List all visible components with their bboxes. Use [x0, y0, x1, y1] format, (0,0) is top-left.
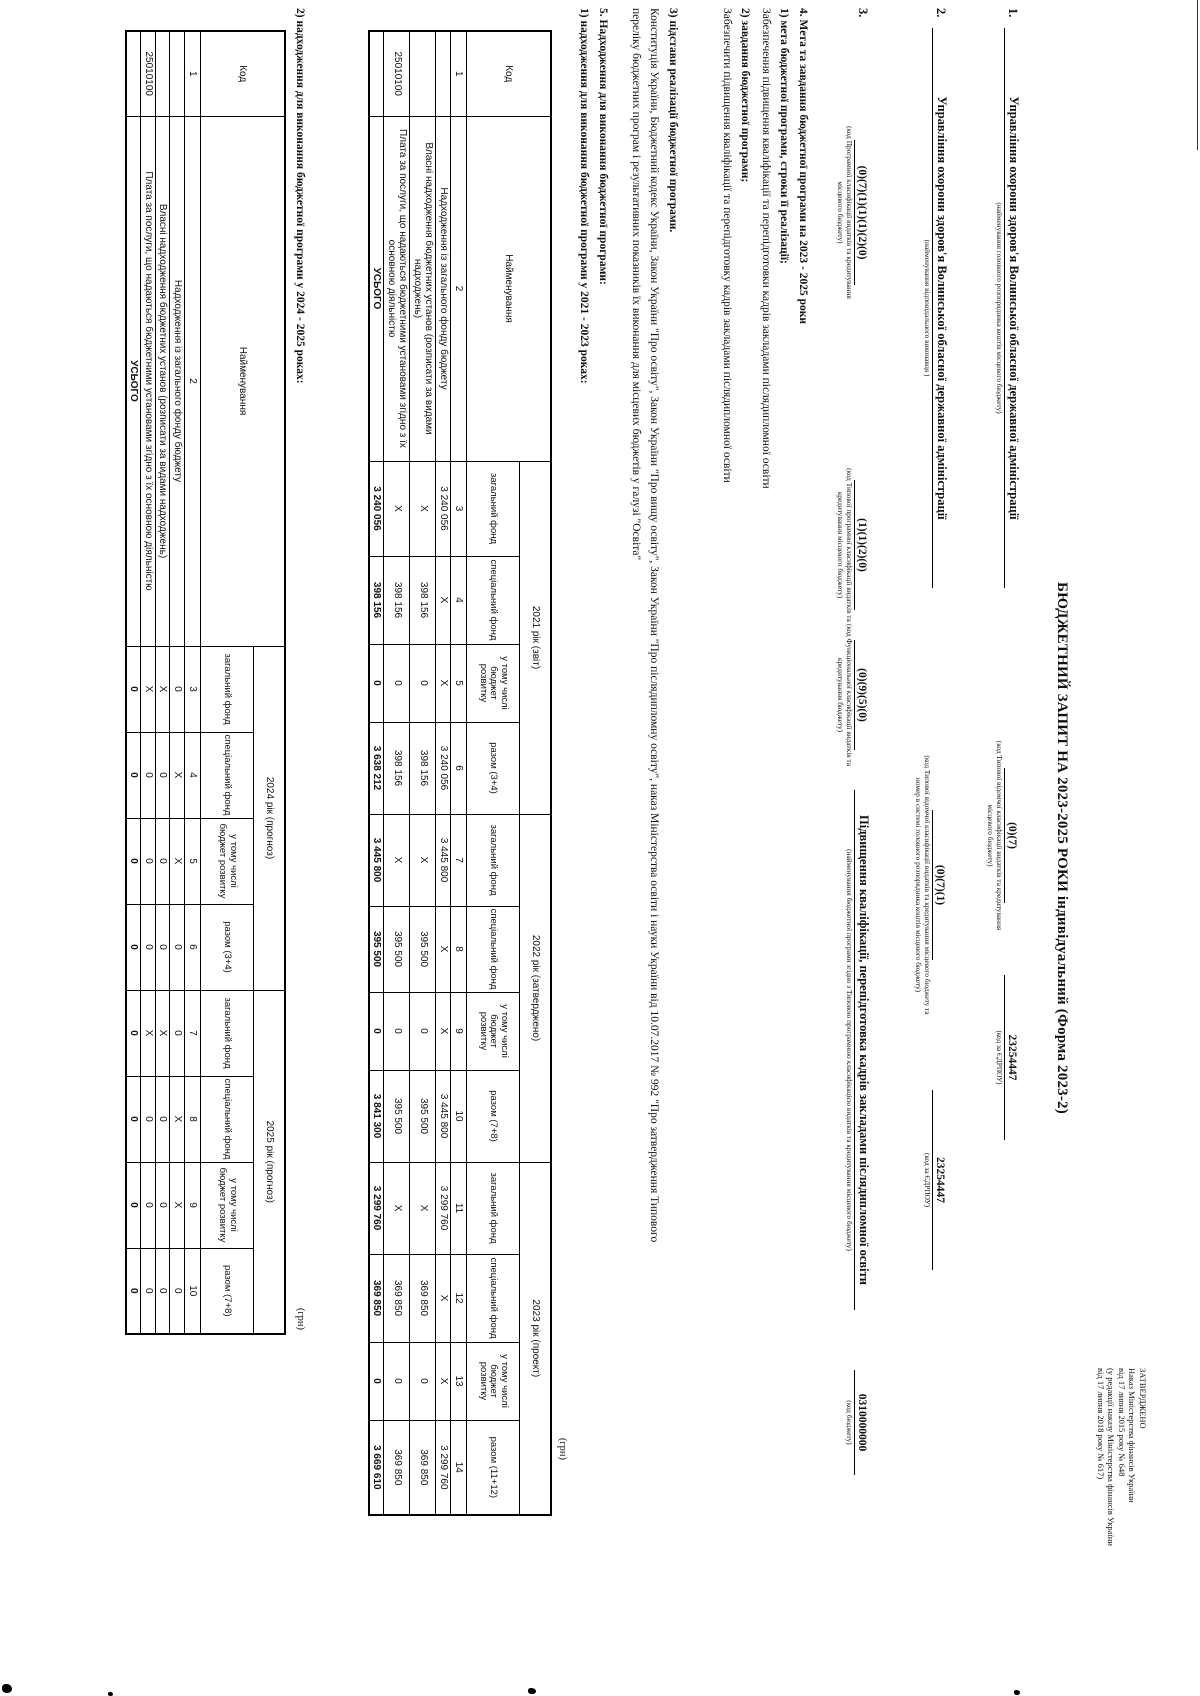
- value-cell: 398 156: [384, 722, 410, 814]
- value-cell: X: [384, 814, 410, 906]
- revenues-table-2021-2023: [368, 30, 552, 1516]
- line3-code3-caption: (код Функціональної класифікації видатків та кредитування бюджету): [836, 623, 854, 767]
- value-cell: 0: [156, 1076, 171, 1162]
- line1-edrpou-caption: (код за ЄДРПОУ): [995, 1030, 1004, 1085]
- line3-code3-cell: [836, 623, 868, 767]
- column-number: 1: [185, 31, 201, 116]
- value-cell: 369 850: [410, 1254, 436, 1342]
- value-cell: X: [141, 646, 156, 732]
- column-header: Код: [467, 31, 552, 116]
- value-cell: 0: [141, 732, 156, 818]
- value-cell: 395 500: [369, 906, 384, 992]
- line1-name-caption: (найменування головного розпорядника коштів місцевого бюджету): [995, 202, 1004, 414]
- line2-edrpou: 23254447: [932, 1090, 946, 1270]
- code-cell: 25010100: [141, 31, 156, 116]
- column-header: Найменування: [467, 116, 552, 461]
- line2-code-cell: [914, 755, 946, 1015]
- fund-column-header: разом (7+8): [201, 1248, 254, 1334]
- fund-column-header: загальний фонд: [467, 1162, 520, 1254]
- column-number: 2: [451, 116, 467, 461]
- code-cell: [436, 31, 451, 116]
- value-cell: 369 850: [384, 1254, 410, 1342]
- value-cell: 398 156: [369, 556, 384, 644]
- column-number: 5: [451, 644, 467, 722]
- code-cell: [410, 31, 436, 116]
- table-row: [410, 31, 436, 1515]
- value-cell: 395 500: [410, 1070, 436, 1162]
- value-cell: X: [384, 461, 410, 556]
- value-cell: X: [410, 461, 436, 556]
- table1-currency-label: (грн): [557, 1437, 568, 1460]
- table2-container: [125, 30, 286, 1335]
- column-header: Найменування: [201, 116, 286, 646]
- line1-edrpou-cell: [995, 975, 1018, 1140]
- line2-number: 2.: [934, 8, 948, 18]
- fund-column-header: загальний фонд: [467, 461, 520, 556]
- form-line-3: [836, 0, 900, 1696]
- section4-text3a: Конституція України, Бюджетний кодекс України, Закон України "Про освіту", Закон України "Про вищу освіту", Закон України "Про післядипломну освіту", наказ Міністерства освіти і науки України від 10.07.2017 № 992 "Про затвердження Типового: [648, 8, 660, 1243]
- value-cell: 0: [126, 990, 141, 1076]
- value-cell: X: [436, 1254, 451, 1342]
- approval-line: (у редакції наказу Міністерства фінансів України: [1106, 1368, 1117, 1546]
- column-number: 6: [451, 722, 467, 814]
- fund-column-header: спеціальний фонд: [201, 732, 254, 818]
- line2-edrpou-caption: (код за ЄДРПОУ): [923, 1152, 932, 1208]
- value-cell: 0: [156, 818, 171, 904]
- section4-sub3: 3) підстави реалізації бюджетної програми.: [667, 8, 679, 233]
- scan-speck: [1014, 1690, 1020, 1695]
- code-cell: [126, 31, 141, 116]
- value-cell: 0: [141, 1076, 156, 1162]
- fund-column-header: загальний фонд: [201, 646, 254, 732]
- line3-code1-caption: (код Програмної класифікації видатків та кредитування місцевого бюджету): [836, 126, 854, 299]
- value-cell: 0: [141, 904, 156, 990]
- value-cell: 0: [170, 990, 185, 1076]
- column-number: 6: [185, 904, 201, 990]
- document-title: БЮДЖЕТНИЙ ЗАПИТ НА 2023-2025 РОКИ індивідуальний (Форма 2023-2): [1054, 582, 1070, 1114]
- approval-line: Наказ Міністерства фінансів України: [1127, 1368, 1138, 1503]
- value-cell: X: [156, 990, 171, 1076]
- value-cell: 369 850: [369, 1254, 384, 1342]
- value-cell: 0: [170, 1248, 185, 1334]
- name-cell: Власні надходження бюджетних установ (розписати за видами надходжень): [410, 116, 436, 461]
- line3-program-name: Підвищення кваліфікації, перепідготовка кадрів закладами післядипломної освіти: [854, 790, 871, 1310]
- line2-name: Управління охорони здоров'я Волинської обласної державної адміністрації: [932, 28, 949, 588]
- fund-column-header: разом (7+8): [467, 1070, 520, 1162]
- value-cell: 3 240 056: [436, 722, 451, 814]
- line3-code1-cell: [836, 126, 868, 299]
- value-cell: 3 841 300: [369, 1070, 384, 1162]
- year-group-header: 2025 рік (прогноз): [254, 990, 286, 1334]
- line1-code: (0)(7): [1004, 768, 1018, 903]
- section4-sub1: 1) мета бюджетної програми, строки її реалізації;: [778, 8, 790, 264]
- value-cell: 395 500: [410, 906, 436, 992]
- value-cell: 369 850: [384, 1420, 410, 1515]
- code-cell: [369, 31, 384, 116]
- scan-edge-line: [1197, 0, 1198, 150]
- section5-sub1: 1) надходження для виконання бюджетної програми у 2021 - 2023 роках:: [578, 8, 590, 384]
- scan-speck: [2, 1684, 12, 1693]
- year-group-header: 2021 рік (звіт): [520, 461, 552, 814]
- year-group-header: 2024 рік (прогноз): [254, 646, 286, 990]
- code-cell: [170, 31, 185, 116]
- column-number: 9: [185, 1162, 201, 1248]
- table-row: [384, 31, 410, 1515]
- value-cell: X: [436, 556, 451, 644]
- section5-sub2: 2) надходження для виконання бюджетної програми у 2024 - 2025 роках:: [294, 8, 306, 384]
- column-number: 1: [451, 31, 467, 116]
- line1-edrpou: 23254447: [1004, 975, 1018, 1140]
- column-number: 4: [451, 556, 467, 644]
- table-row: [141, 31, 156, 1334]
- approval-block: [1095, 1368, 1148, 1583]
- fund-column-header: спеціальний фонд: [467, 556, 520, 644]
- line1-name-cell: [995, 28, 1021, 588]
- code-cell: 25010100: [384, 31, 410, 116]
- value-cell: 3 445 800: [436, 1070, 451, 1162]
- value-cell: 0: [141, 1248, 156, 1334]
- value-cell: X: [170, 732, 185, 818]
- value-cell: 3 240 056: [436, 461, 451, 556]
- value-cell: 398 156: [384, 556, 410, 644]
- line3-code1: (0)(7)(1)(1)(1)(2)(0): [854, 140, 868, 285]
- value-cell: 0: [410, 1342, 436, 1420]
- name-cell: Плата за послуги, що надаються бюджетними установами згідно з їх основною діяльністю: [141, 116, 156, 646]
- line1-code-caption: (код Типової відомчої класифікації видатків та кредитування місцевого бюджету): [986, 740, 1004, 931]
- section4-text1: Забезпечення підвищення кваліфікації та перепідготовки кадрів закладами післядипломної освіти: [760, 8, 772, 489]
- value-cell: 0: [410, 992, 436, 1070]
- value-cell: X: [436, 992, 451, 1070]
- value-cell: 0: [384, 644, 410, 722]
- table1-container: [368, 30, 552, 1516]
- name-cell: Плата за послуги, що надаються бюджетними установами згідно з їх основною діяльністю: [384, 116, 410, 461]
- line3-code2-cell: [836, 468, 868, 622]
- value-cell: 3 638 212: [369, 722, 384, 814]
- column-number: 9: [451, 992, 467, 1070]
- column-number: 14: [451, 1420, 467, 1515]
- value-cell: 0: [126, 818, 141, 904]
- fund-column-header: спеціальний фонд: [201, 1076, 254, 1162]
- value-cell: 0: [410, 644, 436, 722]
- scan-speck: [108, 1692, 113, 1696]
- fund-column-header: у тому числі бюджет розвитку: [467, 992, 520, 1070]
- value-cell: 0: [126, 1076, 141, 1162]
- value-cell: 0: [126, 1162, 141, 1248]
- section4-text3b: переліку бюджетних програм і результативних показників їх виконання для місцевих бюджетів у галузі "Освіта": [630, 8, 642, 561]
- column-number: 11: [451, 1162, 467, 1254]
- value-cell: 3 445 800: [369, 814, 384, 906]
- line3-budget-code: 0310000000: [854, 1370, 868, 1475]
- name-cell: УСЬОГО: [369, 116, 384, 461]
- year-group-header: 2022 рік (затверджено): [520, 814, 552, 1162]
- line1-number: 1.: [1006, 8, 1020, 18]
- approval-line: ЗАТВЕРДЖЕНО: [1138, 1368, 1148, 1429]
- line3-budget-code-cell: [845, 1370, 868, 1475]
- column-number: 3: [185, 646, 201, 732]
- table2-currency-label: (грн): [295, 1307, 306, 1330]
- line3-budget-code-caption: (код бюджету): [845, 1400, 854, 1445]
- value-cell: X: [436, 644, 451, 722]
- fund-column-header: у тому числі бюджет розвитку: [201, 818, 254, 904]
- value-cell: X: [170, 1076, 185, 1162]
- name-cell: Надходження із загального фонду бюджету: [436, 116, 451, 461]
- value-cell: 3 240 056: [369, 461, 384, 556]
- line3-program-cell: [845, 790, 871, 1310]
- column-number: 8: [185, 1076, 201, 1162]
- value-cell: 3 299 760: [369, 1162, 384, 1254]
- name-cell: Надходження із загального фонду бюджету: [170, 116, 185, 646]
- table-row: [156, 31, 171, 1334]
- value-cell: 0: [126, 646, 141, 732]
- approval-line: від 17 липня 2018 року № 617): [1095, 1368, 1106, 1480]
- section4-sub2: 2) завдання бюджетної програми;: [739, 8, 751, 183]
- fund-column-header: загальний фонд: [467, 814, 520, 906]
- value-cell: 0: [126, 732, 141, 818]
- fund-column-header: спеціальний фонд: [467, 906, 520, 992]
- value-cell: X: [436, 1342, 451, 1420]
- fund-column-header: разом (11+12): [467, 1420, 520, 1515]
- section5-heading: 5. Надходження для виконання бюджетної програми:: [597, 8, 609, 285]
- column-number: 10: [451, 1070, 467, 1162]
- name-cell: Власні надходження бюджетних установ (розписати за видами надходжень): [156, 116, 171, 646]
- value-cell: 3 669 610: [369, 1420, 384, 1515]
- column-header: Код: [201, 31, 286, 116]
- table-row: [126, 31, 141, 1334]
- fund-column-header: у тому числі бюджет розвитку: [467, 1342, 520, 1420]
- revenues-table-2024-2025: [125, 30, 286, 1335]
- section4-text2: Забезпечити підвищення кваліфікації та перепідготовку кадрів закладами післядипломної освіти: [721, 8, 733, 483]
- value-cell: 0: [126, 1248, 141, 1334]
- value-cell: 0: [141, 1162, 156, 1248]
- line2-edrpou-cell: [923, 1090, 946, 1270]
- column-number: 3: [451, 461, 467, 556]
- value-cell: 3 299 760: [436, 1420, 451, 1515]
- line2-name-caption: (найменування відповідального виконавця ): [923, 239, 932, 377]
- column-number: 10: [185, 1248, 201, 1334]
- line2-code-caption: (код Типової відомчої класифікації видатків та кредитування місцевого бюджету та номер в системі головного розпорядника коштів місцевого бюджету): [914, 755, 932, 1015]
- column-number: 8: [451, 906, 467, 992]
- line2-code: (0)(7)(1): [932, 810, 946, 960]
- fund-column-header: разом (3+4): [201, 904, 254, 990]
- column-number: 13: [451, 1342, 467, 1420]
- value-cell: 0: [156, 904, 171, 990]
- column-number: 4: [185, 732, 201, 818]
- line3-number: 3.: [856, 8, 870, 18]
- line3-program-caption: (найменування бюджетної програми згідно з Типовою програмною класифікацією видатків та кредитування місцевого бюджету): [845, 849, 854, 1251]
- value-cell: 0: [156, 732, 171, 818]
- value-cell: 0: [156, 1248, 171, 1334]
- value-cell: 3 299 760: [436, 1162, 451, 1254]
- fund-column-header: разом (3+4): [467, 722, 520, 814]
- value-cell: X: [156, 646, 171, 732]
- value-cell: 395 500: [384, 906, 410, 992]
- value-cell: 0: [384, 992, 410, 1070]
- value-cell: X: [436, 906, 451, 992]
- value-cell: X: [170, 1162, 185, 1248]
- value-cell: 0: [170, 904, 185, 990]
- value-cell: 3 445 800: [436, 814, 451, 906]
- value-cell: 0: [141, 818, 156, 904]
- code-cell: [156, 31, 171, 116]
- value-cell: 0: [369, 1342, 384, 1420]
- fund-column-header: спеціальний фонд: [467, 1254, 520, 1342]
- fund-column-header: загальний фонд: [201, 990, 254, 1076]
- table-row: [170, 31, 185, 1334]
- value-cell: 369 850: [410, 1420, 436, 1515]
- fund-column-header: у тому числі бюджет розвитку: [201, 1162, 254, 1248]
- line1-code-cell: [986, 740, 1018, 931]
- line3-code2: (1)(1)(2)(0): [854, 480, 868, 610]
- year-group-header: 2023 рік (проект): [520, 1162, 552, 1515]
- value-cell: X: [384, 1162, 410, 1254]
- value-cell: 0: [170, 646, 185, 732]
- column-number: 7: [185, 990, 201, 1076]
- approval-line: від 17 липня 2015 року № 648: [1116, 1368, 1127, 1477]
- value-cell: 395 500: [384, 1070, 410, 1162]
- value-cell: 398 156: [410, 722, 436, 814]
- table-row: [436, 31, 451, 1515]
- line1-name: Управління охорони здоров'я Волинської обласної державної адміністрації: [1004, 28, 1021, 588]
- table-row: [369, 31, 384, 1515]
- column-number: 5: [185, 818, 201, 904]
- line2-name-cell: [923, 28, 949, 588]
- form-line-2: [914, 0, 958, 1696]
- value-cell: 0: [369, 992, 384, 1070]
- value-cell: 0: [384, 1342, 410, 1420]
- column-number: 7: [451, 814, 467, 906]
- column-number: 12: [451, 1254, 467, 1342]
- value-cell: X: [170, 818, 185, 904]
- scan-speck: [528, 1688, 536, 1694]
- column-number: 2: [185, 116, 201, 646]
- value-cell: X: [141, 990, 156, 1076]
- value-cell: 0: [156, 1162, 171, 1248]
- form-line-1: [986, 0, 1030, 1696]
- fund-column-header: у тому числі бюджет розвитку: [467, 644, 520, 722]
- line3-code3: (0)(9)(5)(0): [854, 640, 868, 750]
- line3-code2-caption: (код Типової програмної класифікації видатків та кредитування місцевого бюджету): [836, 468, 854, 622]
- value-cell: 0: [126, 904, 141, 990]
- value-cell: X: [410, 1162, 436, 1254]
- value-cell: X: [410, 814, 436, 906]
- section4-heading: 4. Мета та завдання бюджетної програми на 2023 - 2025 роки: [797, 8, 809, 325]
- name-cell: УСЬОГО: [126, 116, 141, 646]
- value-cell: 0: [369, 644, 384, 722]
- value-cell: 398 156: [410, 556, 436, 644]
